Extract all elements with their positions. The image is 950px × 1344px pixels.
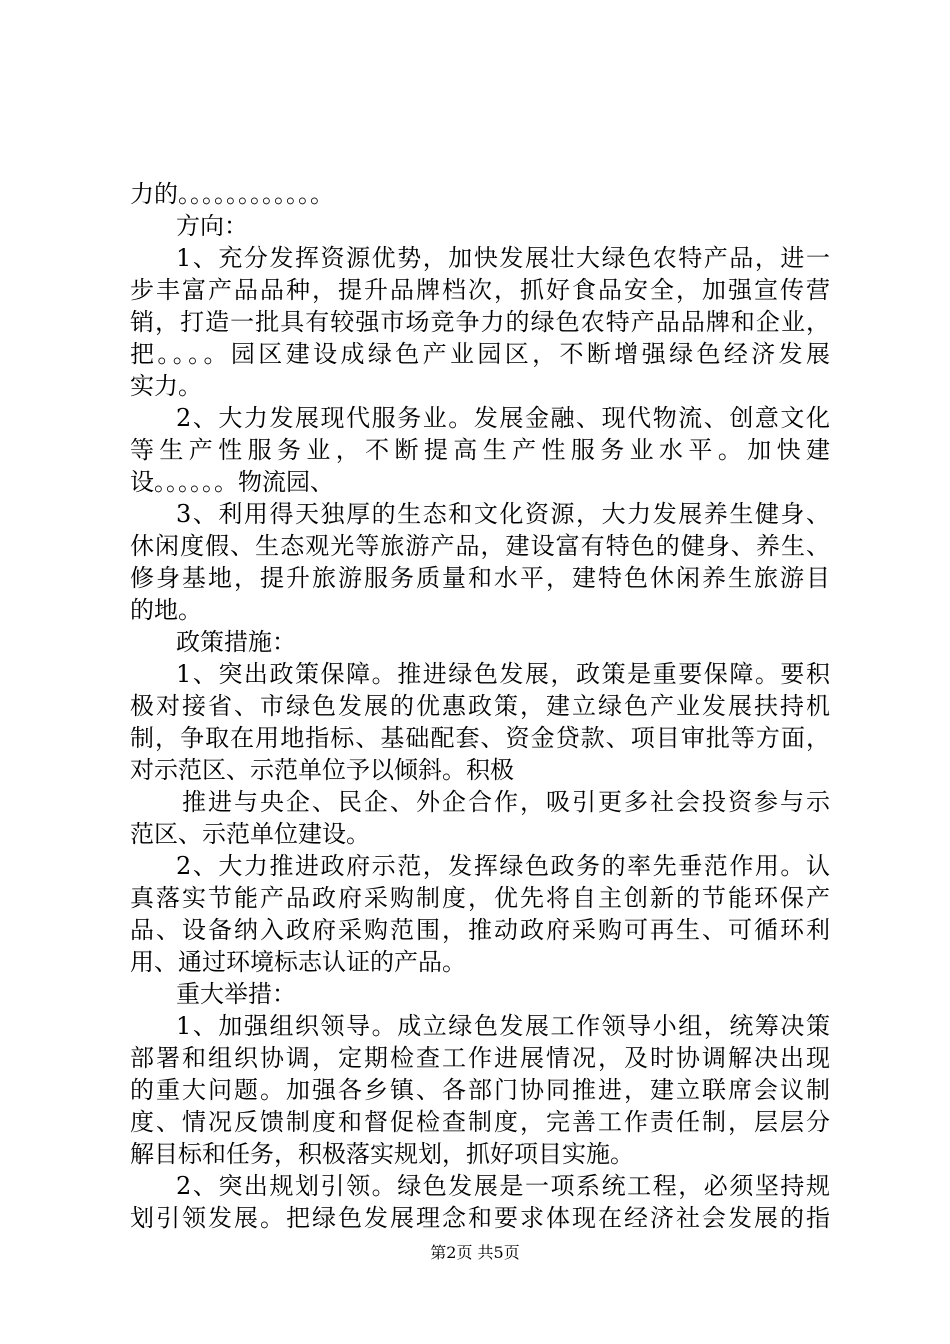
text-line: 的重大问题。加强各乡镇、各部门协同推进，建立联席会议制 [130, 1076, 830, 1104]
text-line: 1、突出政策保障。推进绿色发展，政策是重要保障。要积 [176, 660, 830, 688]
text-line: 休闲度假、生态观光等旅游产品，建设富有特色的健身、养生、 [130, 532, 830, 560]
text-line: 1、加强组织领导。成立绿色发展工作领导小组，统筹决策 [176, 1012, 830, 1040]
section-heading-direction: 方向： [176, 212, 248, 240]
text-line: 度、情况反馈制度和督促检查制度，完善工作责任制，层层分 [130, 1108, 830, 1136]
text-line: 销，打造一批具有较强市场竞争力的绿色农特产品品牌和企业， [130, 308, 830, 336]
text-line: 1、充分发挥资源优势，加快发展壮大绿色农特产品，进一 [176, 244, 830, 272]
text-line: 极对接省、市绿色发展的优惠政策，建立绿色产业发展扶持机 [130, 692, 830, 720]
text-line: 真落实节能产品政府采购制度，优先将自主创新的节能环保产 [130, 884, 830, 912]
text-line: 修身基地，提升旅游服务质量和水平，建特色休闲养生旅游目 [130, 564, 830, 592]
text-line: 把。。。。园区建设成绿色产业园区，不断增强绿色经济发展 [130, 340, 830, 368]
text-line: 2、突出规划引领。绿色发展是一项系统工程，必须坚持规 [176, 1172, 830, 1200]
text-line: 推进与央企、民企、外企合作，吸引更多社会投资参与示 [182, 788, 830, 816]
text-line: 步丰富产品品种，提升品牌档次，抓好食品安全，加强宣传营 [130, 276, 830, 304]
text-line: 品、设备纳入政府采购范围，推动政府采购可再生、可循环利 [130, 916, 830, 944]
text-line: 等生产性服务业，不断提高生产性服务业水平。加快建 [130, 436, 830, 464]
document-body [130, 178, 830, 1234]
text-line: 划引领发展。把绿色发展理念和要求体现在经济社会发展的指 [130, 1204, 830, 1232]
text-line: 对示范区、示范单位予以倾斜。积极 [130, 756, 514, 784]
text-line: 部署和组织协调，定期检查工作进展情况，及时协调解决出现 [130, 1044, 830, 1072]
text-line: 制，争取在用地指标、基础配套、资金贷款、项目审批等方面， [130, 724, 830, 752]
text-line: 范区、示范单位建设。 [130, 820, 370, 848]
text-line: 用、通过环境标志认证的产品。 [130, 948, 466, 976]
text-line: 实力。 [130, 372, 202, 400]
text-line: 设。。。。。。物流园、 [130, 468, 334, 496]
text-line: 解目标和任务，积极落实规划，抓好项目实施。 [130, 1140, 634, 1168]
text-line: 力的。。。。。。。。。。。。 [130, 180, 334, 208]
section-heading-policy: 政策措施： [176, 628, 296, 656]
text-line: 3、利用得天独厚的生态和文化资源，大力发展养生健身、 [176, 500, 830, 528]
section-heading-measures: 重大举措： [176, 980, 296, 1008]
text-line: 的地。 [130, 596, 202, 624]
text-line: 2、大力发展现代服务业。发展金融、现代物流、创意文化 [176, 404, 830, 432]
page-number-footer: 第2页 共5页 [430, 1243, 520, 1262]
text-line: 2、大力推进政府示范，发挥绿色政务的率先垂范作用。认 [176, 852, 830, 880]
